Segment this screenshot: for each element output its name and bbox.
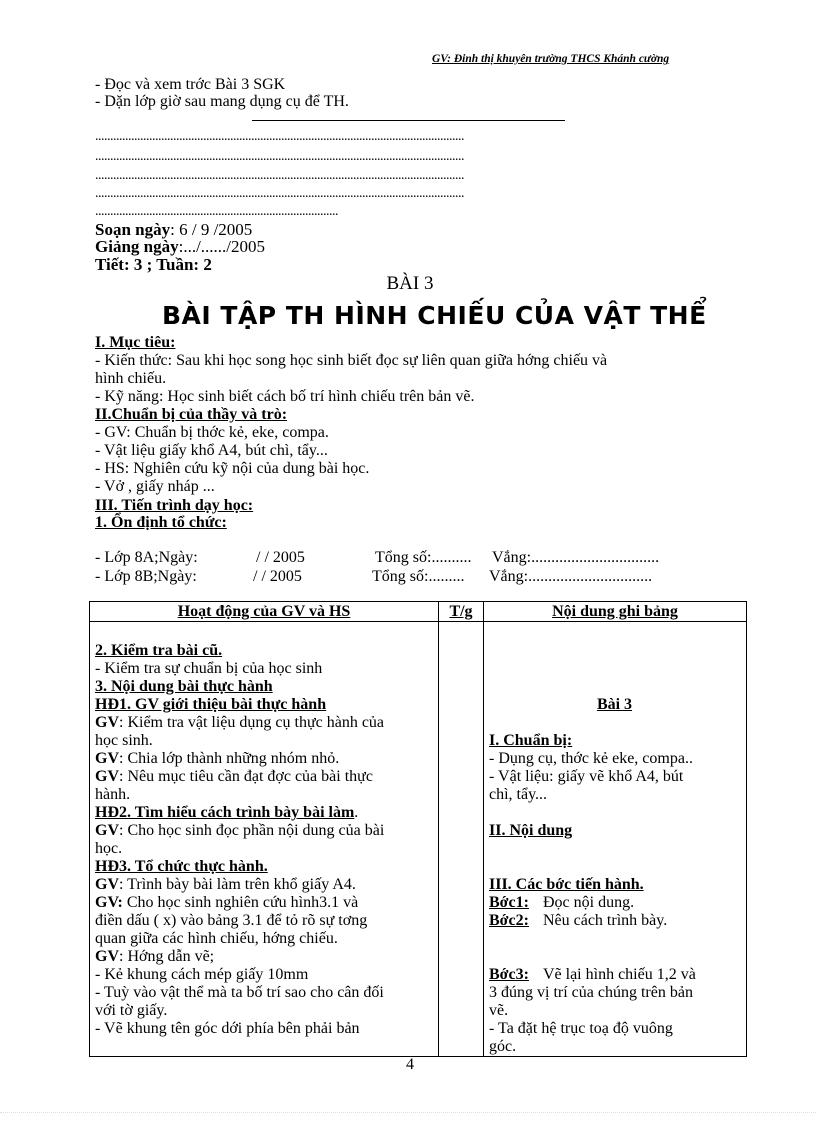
b3-text: Vẽ lại hình chiếu 1,2 và <box>542 966 696 983</box>
class-8b-tong: Tổng số:......... <box>372 568 465 585</box>
gv-label: GV <box>95 768 119 785</box>
kiem-tra-heading: 2. Kiểm tra bài cũ. <box>95 642 223 659</box>
right-noi-dung-heading: II. Nội dung <box>489 822 573 839</box>
soan-label: Soạn ngày <box>95 220 171 239</box>
teacher-header: GV: Đinh thị khuyên trường THCS Khánh cường <box>432 53 670 65</box>
hd2-heading: HĐ2. Tìm hiểu cách trình bày bài làm <box>95 804 355 821</box>
class-8b-vang: Vắng:............................... <box>489 568 653 585</box>
giang-label: Giảng ngày <box>95 237 179 256</box>
time-cell <box>439 622 484 1057</box>
b1-label: Bớc1: <box>489 894 529 911</box>
muc-tieu-1b: hình chiếu. <box>95 370 167 387</box>
class-8b-date: / / 2005 <box>253 568 302 585</box>
b3-text: - Ta đặt hệ trục toạ độ vuông <box>489 1020 673 1037</box>
dotted-line-5: ................................................................................. <box>95 204 338 219</box>
kiem-tra-text: - Kiểm tra sự chuẩn bị của học sinh <box>95 660 323 677</box>
hd1-line: hành. <box>95 786 131 803</box>
hd1-line: : Nêu mục tiêu cần đạt đợc của bài thực <box>119 768 373 785</box>
dotted-line-4: ........................................................................................................................... <box>95 186 464 201</box>
col-content-header: Nội dung ghi bảng <box>484 602 747 622</box>
gv-label: GV <box>95 876 119 893</box>
gv-label: GV <box>95 948 119 965</box>
lesson-number: BÀI 3 <box>386 273 434 294</box>
class-8a-tong: Tổng số:.......... <box>375 549 472 566</box>
dotted-line-2: ........................................................................................................................... <box>95 149 464 164</box>
right-chuan-bi-line: - Dụng cụ, thớc kẻ eke, compa.. <box>489 750 693 767</box>
muc-tieu-2: - Kỹ năng: Học sinh biết cách bố trí hình chiếu trên bản vẽ. <box>95 388 475 405</box>
hd1-line: : Chia lớp thành những nhóm nhỏ. <box>119 750 340 767</box>
muc-tieu-heading: I. Mục tiêu: <box>95 334 176 351</box>
b2-text: Nêu cách trình bày. <box>542 912 668 929</box>
gv-label: GV: <box>95 894 123 911</box>
hd3-line: : Hớng dẫn vẽ; <box>119 948 215 965</box>
giang-ngay <box>95 238 265 256</box>
class-8a-label: - Lớp 8A;Ngày: <box>95 549 198 566</box>
right-chuan-bi-line: chì, tẩy... <box>489 786 548 803</box>
hd3-heading: HĐ3. Tổ chức thực hành. <box>95 858 268 875</box>
hd1-heading: HĐ1. GV giới thiệu bài thực hành <box>95 696 327 713</box>
b2-label: Bớc2: <box>489 912 529 929</box>
intro-line-1: - Đọc và xem trớc Bài 3 SGK <box>95 76 286 93</box>
tien-trinh-heading: III. Tiến trình dạy học: <box>95 497 254 514</box>
hd3-line: - Tuỳ vào vật thể mà ta bố trí sao cho cân đối <box>95 984 384 1001</box>
intro-line-2: - Dặn lớp giờ sau mang dụng cụ để TH. <box>95 93 349 110</box>
hd2-line: : Cho học sinh đọc phần nội dung của bài <box>119 822 385 839</box>
muc-tieu-1a: - Kiến thức: Sau khi học song học sinh biết đọc sự liên quan giữa hớng chiếu và <box>95 352 608 369</box>
col-activity-header: Hoạt động của GV và HS <box>90 602 439 622</box>
hd1-line: học sinh. <box>95 732 153 749</box>
b3-label: Bớc3: <box>489 966 529 983</box>
noi-dung-heading: 3. Nội dung bài thực hành <box>95 678 273 695</box>
chuan-bi-item: - HS: Nghiên cứu kỹ nội của dung bài học. <box>95 460 370 477</box>
activity-cell <box>90 622 439 1057</box>
hd3-line: - Kẻ khung cách mép giấy 10mm <box>95 966 309 983</box>
bai-label: Bài 3 <box>596 696 633 713</box>
hd3-line: quan giữa các hình chiếu, hớng chiếu. <box>95 930 338 947</box>
chuan-bi-heading: II.Chuẩn bị của thầy và trò: <box>95 406 288 423</box>
hd1-line: : Kiểm tra vật liệu dụng cụ thực hành của <box>119 714 385 731</box>
on-dinh-heading: 1. Ổn định tổ chức: <box>95 514 227 531</box>
chuan-bi-item: - Vở , giấy nháp ... <box>95 478 215 495</box>
page-edge <box>0 1112 816 1113</box>
hd3-line: - Vẽ khung tên góc dới phía bên phải bản <box>95 1020 360 1037</box>
lesson-table <box>89 601 747 1057</box>
soan-value: : 6 / 9 /2005 <box>170 220 253 239</box>
b3-text: 3 đúng vị trí của chúng trên bản <box>489 984 693 1001</box>
hd3-line: điền dấu ( x) vào bảng 3.1 để tỏ rõ sự tơng <box>95 912 368 929</box>
cac-buoc-heading: III. Các bớc tiến hành. <box>489 876 644 893</box>
content-cell <box>484 622 747 1057</box>
chuan-bi-item: - GV: Chuẩn bị thớc kẻ, eke, compa. <box>95 424 329 441</box>
gv-label: GV <box>95 750 119 767</box>
dotted-line-3: ........................................................................................................................... <box>95 168 464 183</box>
giang-value: :.../....../2005 <box>178 237 266 256</box>
right-chuan-bi-heading: I. Chuẩn bị: <box>489 732 573 749</box>
class-8a-date: / / 2005 <box>256 549 305 566</box>
gv-label: GV <box>95 714 119 731</box>
b1-text: Đọc nội dung. <box>542 894 635 911</box>
class-8a-vang: Vắng:................................ <box>492 549 660 566</box>
col-time-header: T/g <box>439 602 484 622</box>
lesson-title: BÀI TẬP TH HÌNH CHIẾU CỦA VẬT THỂ <box>162 301 707 330</box>
chuan-bi-item: - Vật liệu giấy khổ A4, bút chì, tẩy... <box>95 442 328 459</box>
hd3-line: : Trình bày bài làm trên khổ giấy A4. <box>119 876 356 893</box>
dotted-line-1: ........................................................................................................................... <box>95 129 464 144</box>
right-chuan-bi-line: - Vật liệu: giấy vẽ khổ A4, bút <box>489 768 684 785</box>
hd3-line: với tờ giấy. <box>95 1002 168 1019</box>
hd3-line: Cho học sinh nghiên cứu hình3.1 và <box>122 894 359 911</box>
class-8b-label: - Lớp 8B;Ngày: <box>95 568 197 585</box>
page-number: 4 <box>406 1056 414 1073</box>
b3-text: góc. <box>489 1038 517 1055</box>
hd2-line: học. <box>95 840 123 857</box>
hd2-period: . <box>354 804 359 821</box>
b3-text: vẽ. <box>489 1002 509 1019</box>
separator-line <box>252 120 565 121</box>
tiet-tuan: Tiết: 3 ; Tuần: 2 <box>95 255 212 274</box>
gv-label: GV <box>95 822 119 839</box>
